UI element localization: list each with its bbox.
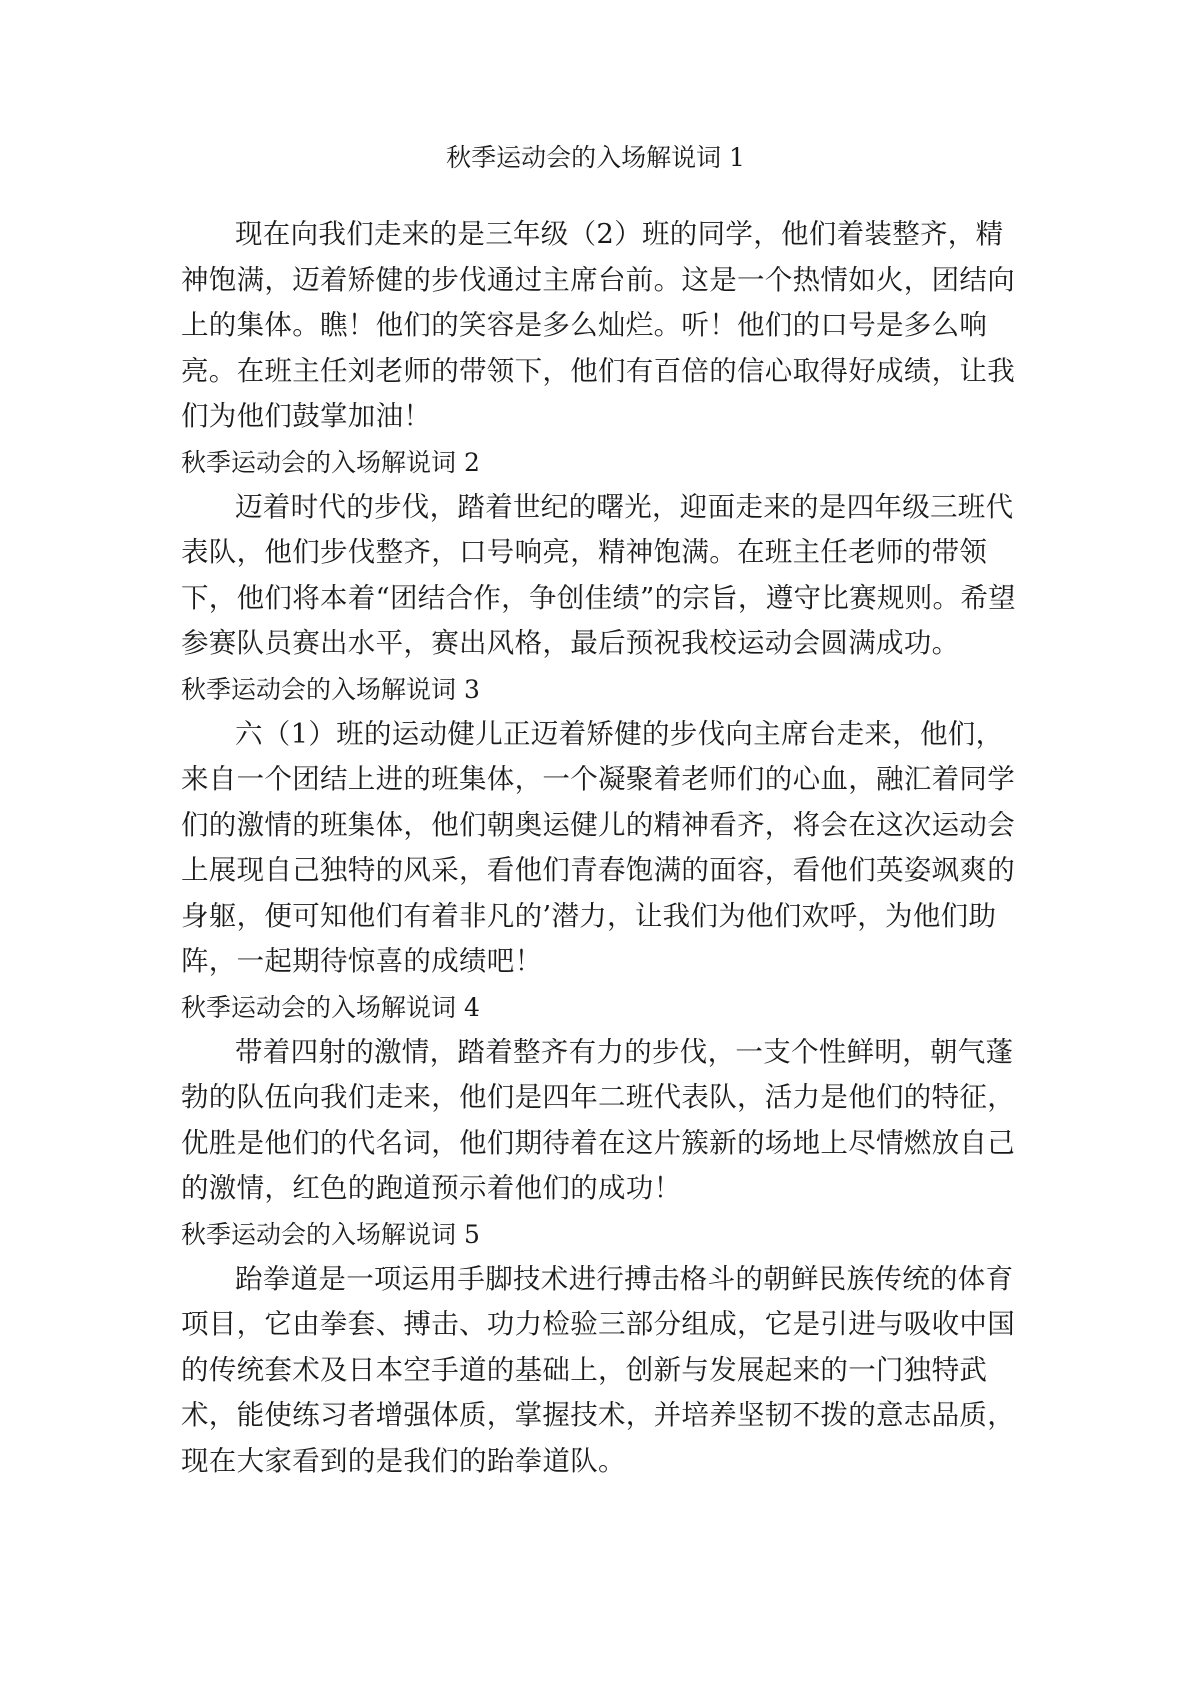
section-paragraph: 带着四射的激情，踏着整齐有力的步伐，一支个性鲜明，朝气蓬勃的队伍向我们走来，他们是四年二班代表队，活力是他们的特征，优胜是他们的代名词，他们期待着在这片簇新的场地上尽情燃放自己的激情，红色的跑道预示着他们的成功！ [181, 1035, 1015, 1204]
section-heading: 秋季运动会的入场解说词 5 [181, 1219, 480, 1249]
section-5 [181, 1212, 1021, 1485]
document-body [181, 212, 1021, 1484]
section-paragraph: 现在向我们走来的是三年级（2）班的同学，他们着装整齐，精神饱满，迈着矫健的步伐通过主席台前。这是一个热情如火，团结向上的集体。瞧！他们的笑容是多么灿烂。听！他们的口号是多么响亮。在班主任刘老师的带领下，他们有百倍的信心取得好成绩，让我们为他们鼓掌加油！ [181, 218, 1015, 432]
section-paragraph: 迈着时代的步伐，踏着世纪的曙光，迎面走来的是四年级三班代表队，他们步伐整齐，口号响亮，精神饱满。在班主任老师的带领下，他们将本着“团结合作，争创佳绩”的宗旨，遵守比赛规则。希望参赛队员赛出水平，赛出风格，最后预祝我校运动会圆满成功。 [181, 490, 1016, 659]
section-4 [181, 985, 1021, 1212]
section-heading: 秋季运动会的入场解说词 2 [181, 447, 480, 477]
section-heading: 秋季运动会的入场解说词 4 [181, 992, 480, 1022]
section-paragraph: 六（1）班的运动健儿正迈着矫健的步伐向主席台走来，他们，来自一个团结上进的班集体，一个凝聚着老师们的心血，融汇着同学们的激情的班集体，他们朝奥运健儿的精神看齐，将会在这次运动会上展现自己独特的风采，看他们青春饱满的面容，看他们英姿飒爽的身躯，便可知他们有着非凡的’潜力，让我们为他们欢呼，为他们助阵，一起期待惊喜的成绩吧！ [181, 717, 1015, 977]
section-1 [181, 212, 1021, 440]
document-title: 秋季运动会的入场解说词 1 [446, 143, 745, 172]
section-paragraph: 跆拳道是一项运用手脚技术进行搏击格斗的朝鲜民族传统的体育项目，它由拳套、搏击、功力检验三部分组成，它是引进与吸收中国的传统套术及日本空手道的基础上，创新与发展起来的一门独特武术，能使练习者增强体质，掌握技术，并培养坚韧不拨的意志品质，现在大家看到的是我们的跆拳道队。 [181, 1262, 1015, 1477]
section-3 [181, 667, 1021, 985]
section-2 [181, 440, 1021, 667]
section-heading: 秋季运动会的入场解说词 3 [181, 674, 480, 704]
